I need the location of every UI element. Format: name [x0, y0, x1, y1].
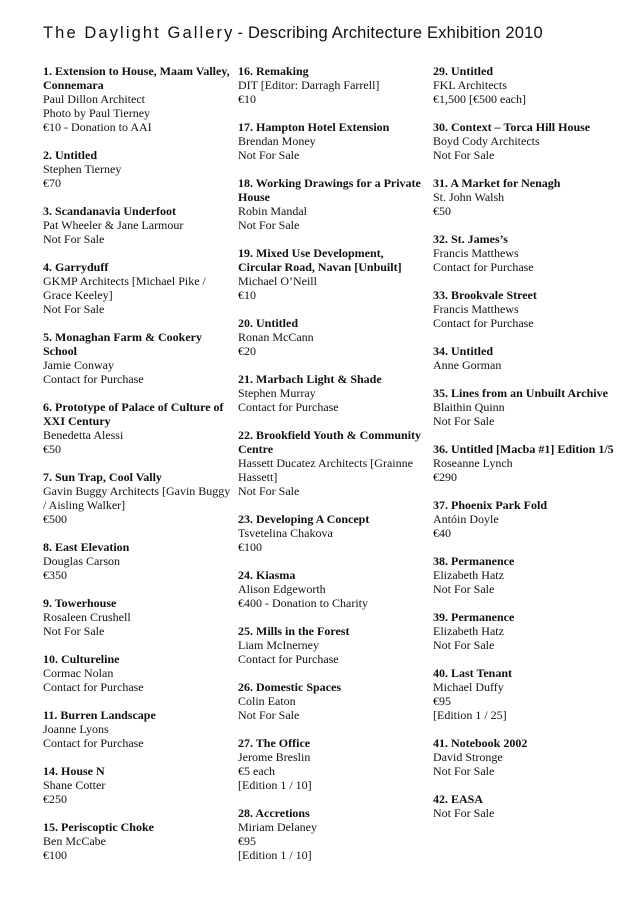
- catalogue-entry: [43, 708, 231, 750]
- entry-detail: Pat Wheeler & Jane Larmour: [43, 218, 184, 232]
- entry-detail: Not For Sale: [433, 414, 495, 428]
- entry-detail: DIT [Editor: Darragh Farrell]: [238, 78, 380, 92]
- catalogue-entry: [433, 120, 623, 162]
- entry-detail: Roseanne Lynch: [433, 456, 513, 470]
- catalogue-entry: [238, 568, 428, 610]
- entry-detail: [Edition 1 / 25]: [433, 708, 507, 722]
- entry-detail: €20: [238, 344, 256, 358]
- entry-detail: Michael Duffy: [433, 680, 504, 694]
- catalogue-entry: [43, 400, 231, 456]
- entry-detail: €350: [43, 568, 67, 582]
- catalogue-entry: [43, 820, 231, 862]
- catalogue-entry: [238, 372, 428, 414]
- entry-detail: Douglas Carson: [43, 554, 120, 568]
- catalogue-column-3: [433, 64, 623, 834]
- entry-detail: €95: [238, 834, 256, 848]
- entry-title: 18. Working Drawings for a Private House: [238, 176, 421, 204]
- entry-title: 37. Phoenix Park Fold: [433, 498, 548, 512]
- entry-title: 32. St. James’s: [433, 232, 508, 246]
- entry-title: 36. Untitled [Macba #1] Edition 1/5: [433, 442, 614, 456]
- entry-detail: Not For Sale: [43, 302, 105, 316]
- entry-title: 23. Developing A Concept: [238, 512, 370, 526]
- entry-detail: Contact for Purchase: [433, 260, 534, 274]
- entry-detail: Not For Sale: [433, 148, 495, 162]
- entry-detail: David Stronge: [433, 750, 503, 764]
- entry-title: 10. Cultureline: [43, 652, 120, 666]
- entry-detail: €50: [433, 204, 451, 218]
- entry-detail: Jerome Breslin: [238, 750, 311, 764]
- entry-detail: Tsvetelina Chakova: [238, 526, 333, 540]
- entry-detail: FKL Architects: [433, 78, 507, 92]
- entry-detail: Not For Sale: [43, 232, 105, 246]
- entry-detail: Ben McCabe: [43, 834, 106, 848]
- entry-title: 40. Last Tenant: [433, 666, 513, 680]
- entry-title: 24. Kiasma: [238, 568, 296, 582]
- entry-title: 21. Marbach Light & Shade: [238, 372, 382, 386]
- entry-detail: GKMP Architects [Michael Pike / Grace Keeley]: [43, 274, 206, 302]
- entry-detail: St. John Walsh: [433, 190, 505, 204]
- catalogue-entry: [43, 540, 231, 582]
- entry-title: 6. Prototype of Palace of Culture of XXI Century: [43, 400, 224, 428]
- entry-detail: Contact for Purchase: [43, 736, 144, 750]
- entry-detail: €5 each: [238, 764, 275, 778]
- catalogue-entry: [238, 624, 428, 666]
- entry-detail: Contact for Purchase: [43, 680, 144, 694]
- entry-title: 9. Towerhouse: [43, 596, 117, 610]
- catalogue-entry: [43, 652, 231, 694]
- catalogue-entry: [43, 330, 231, 386]
- entry-title: 30. Context – Torca Hill House: [433, 120, 591, 134]
- entry-detail: Stephen Tierney: [43, 162, 122, 176]
- catalogue-entry: [238, 120, 428, 162]
- entry-detail: [Edition 1 / 10]: [238, 848, 312, 862]
- catalogue-entry: [433, 498, 623, 540]
- entry-title: 22. Brookfield Youth & Community Centre: [238, 428, 422, 456]
- entry-detail: Photo by Paul Tierney: [43, 106, 151, 120]
- entry-detail: Not For Sale: [238, 708, 300, 722]
- catalogue-entry: [43, 470, 231, 526]
- entry-detail: €40: [433, 526, 451, 540]
- entry-title: 19. Mixed Use Development, Circular Road, Navan [Unbuilt]: [238, 246, 402, 274]
- entry-detail: Miriam Delaney: [238, 820, 317, 834]
- entry-detail: Antóin Doyle: [433, 512, 499, 526]
- catalogue-entry: [43, 596, 231, 638]
- entry-detail: Rosaleen Crushell: [43, 610, 131, 624]
- catalogue-entry: [238, 428, 428, 498]
- catalogue-entry: [238, 736, 428, 792]
- catalogue-entry: [433, 666, 623, 722]
- entry-detail: Not For Sale: [433, 582, 495, 596]
- entry-detail: Contact for Purchase: [238, 652, 339, 666]
- title-separator: -: [237, 24, 244, 42]
- entry-title: 26. Domestic Spaces: [238, 680, 341, 694]
- catalogue-entry: [238, 176, 428, 232]
- entry-title: 8. East Elevation: [43, 540, 130, 554]
- entry-title: 31. A Market for Nenagh: [433, 176, 561, 190]
- entry-detail: Not For Sale: [433, 638, 495, 652]
- catalogue-entry: [238, 680, 428, 722]
- entry-detail: €10: [238, 288, 256, 302]
- entry-detail: Not For Sale: [238, 148, 300, 162]
- catalogue-entry: [238, 316, 428, 358]
- entry-detail: Contact for Purchase: [43, 372, 144, 386]
- entry-title: 1. Extension to House, Maam Valley, Connemara: [43, 64, 230, 92]
- entry-title: 20. Untitled: [238, 316, 298, 330]
- catalogue-entry: [433, 344, 623, 372]
- entry-detail: Blaithin Quinn: [433, 400, 505, 414]
- entry-detail: Not For Sale: [433, 764, 495, 778]
- entry-detail: Cormac Nolan: [43, 666, 114, 680]
- catalogue-entry: [433, 736, 623, 778]
- entry-title: 29. Untitled: [433, 64, 493, 78]
- entry-title: 14. House N: [43, 764, 105, 778]
- entry-title: 4. Garryduff: [43, 260, 109, 274]
- entry-title: 5. Monaghan Farm & Cookery School: [43, 330, 202, 358]
- entry-detail: Not For Sale: [238, 484, 300, 498]
- entry-detail: €10 - Donation to AAI: [43, 120, 152, 134]
- gallery-name: The Daylight Gallery: [43, 24, 235, 42]
- entry-detail: Francis Matthews: [433, 246, 519, 260]
- catalogue-entry: [433, 176, 623, 218]
- entry-detail: €290: [433, 470, 457, 484]
- catalogue-column-1: [43, 64, 231, 876]
- entry-title: 27. The Office: [238, 736, 311, 750]
- entry-detail: €1,500 [€500 each]: [433, 92, 526, 106]
- entry-detail: Not For Sale: [43, 624, 105, 638]
- catalogue-entry: [433, 554, 623, 596]
- entry-detail: Jamie Conway: [43, 358, 114, 372]
- entry-detail: Elizabeth Hatz: [433, 624, 504, 638]
- catalogue-entry: [433, 288, 623, 330]
- entry-title: 39. Permanence: [433, 610, 515, 624]
- entry-detail: Gavin Buggy Architects [Gavin Buggy / Aisling Walker]: [43, 484, 231, 512]
- entry-detail: Elizabeth Hatz: [433, 568, 504, 582]
- catalogue-entry: [433, 232, 623, 274]
- entry-title: 15. Periscoptic Choke: [43, 820, 154, 834]
- entry-detail: Hassett Ducatez Architects [Grainne Hassett]: [238, 456, 413, 484]
- entry-detail: Benedetta Alessi: [43, 428, 124, 442]
- entry-detail: Liam McInerney: [238, 638, 319, 652]
- entry-title: 42. EASA: [433, 792, 484, 806]
- entry-detail: €100: [238, 540, 262, 554]
- entry-detail: Robin Mandal: [238, 204, 307, 218]
- entry-title: 3. Scandanavia Underfoot: [43, 204, 177, 218]
- entry-detail: Contact for Purchase: [238, 400, 339, 414]
- entry-detail: [Edition 1 / 10]: [238, 778, 312, 792]
- entry-title: 11. Burren Landscape: [43, 708, 156, 722]
- catalogue-entry: [43, 764, 231, 806]
- entry-detail: Contact for Purchase: [433, 316, 534, 330]
- entry-detail: Brendan Money: [238, 134, 316, 148]
- entry-detail: Stephen Murray: [238, 386, 316, 400]
- entry-detail: Colin Eaton: [238, 694, 296, 708]
- entry-title: 38. Permanence: [433, 554, 515, 568]
- entry-detail: €95: [433, 694, 451, 708]
- entry-title: 28. Accretions: [238, 806, 310, 820]
- catalogue-entry: [43, 64, 231, 134]
- catalogue-column-2: [238, 64, 428, 876]
- entry-detail: €100: [43, 848, 67, 862]
- entry-title: 41. Notebook 2002: [433, 736, 528, 750]
- catalogue-entry: [433, 610, 623, 652]
- entry-detail: Alison Edgeworth: [238, 582, 326, 596]
- entry-detail: Ronan McCann: [238, 330, 314, 344]
- catalogue-entry: [43, 204, 231, 246]
- entry-detail: €400 - Donation to Charity: [238, 596, 368, 610]
- catalogue-entry: [238, 64, 428, 106]
- entry-detail: €500: [43, 512, 67, 526]
- page-title: [43, 24, 623, 43]
- entry-detail: Anne Gorman: [433, 358, 502, 372]
- exhibition-name: Describing Architecture Exhibition 2010: [247, 24, 543, 42]
- catalogue-entry: [43, 148, 231, 190]
- entry-detail: Paul Dillon Architect: [43, 92, 145, 106]
- entry-title: 17. Hampton Hotel Extension: [238, 120, 390, 134]
- entry-title: 16. Remaking: [238, 64, 309, 78]
- catalogue-entry: [433, 64, 623, 106]
- catalogue-entry: [238, 512, 428, 554]
- entry-title: 25. Mills in the Forest: [238, 624, 350, 638]
- catalogue-entry: [43, 260, 231, 316]
- entry-detail: €50: [43, 442, 61, 456]
- entry-detail: €250: [43, 792, 67, 806]
- entry-detail: Joanne Lyons: [43, 722, 109, 736]
- entry-detail: Not For Sale: [433, 806, 495, 820]
- entry-detail: Michael O’Neill: [238, 274, 317, 288]
- entry-title: 33. Brookvale Street: [433, 288, 537, 302]
- entry-detail: €10: [238, 92, 256, 106]
- catalogue-entry: [238, 806, 428, 862]
- entry-detail: Francis Matthews: [433, 302, 519, 316]
- entry-detail: Not For Sale: [238, 218, 300, 232]
- entry-title: 34. Untitled: [433, 344, 493, 358]
- entry-title: 2. Untitled: [43, 148, 97, 162]
- catalogue-entry: [433, 792, 623, 820]
- entry-detail: €70: [43, 176, 61, 190]
- entry-title: 7. Sun Trap, Cool Vally: [43, 470, 162, 484]
- entry-title: 35. Lines from an Unbuilt Archive: [433, 386, 608, 400]
- catalogue-entry: [433, 386, 623, 428]
- entry-detail: Shane Cotter: [43, 778, 106, 792]
- entry-detail: Boyd Cody Architects: [433, 134, 540, 148]
- catalogue-entry: [238, 246, 428, 302]
- catalogue-entry: [433, 442, 623, 484]
